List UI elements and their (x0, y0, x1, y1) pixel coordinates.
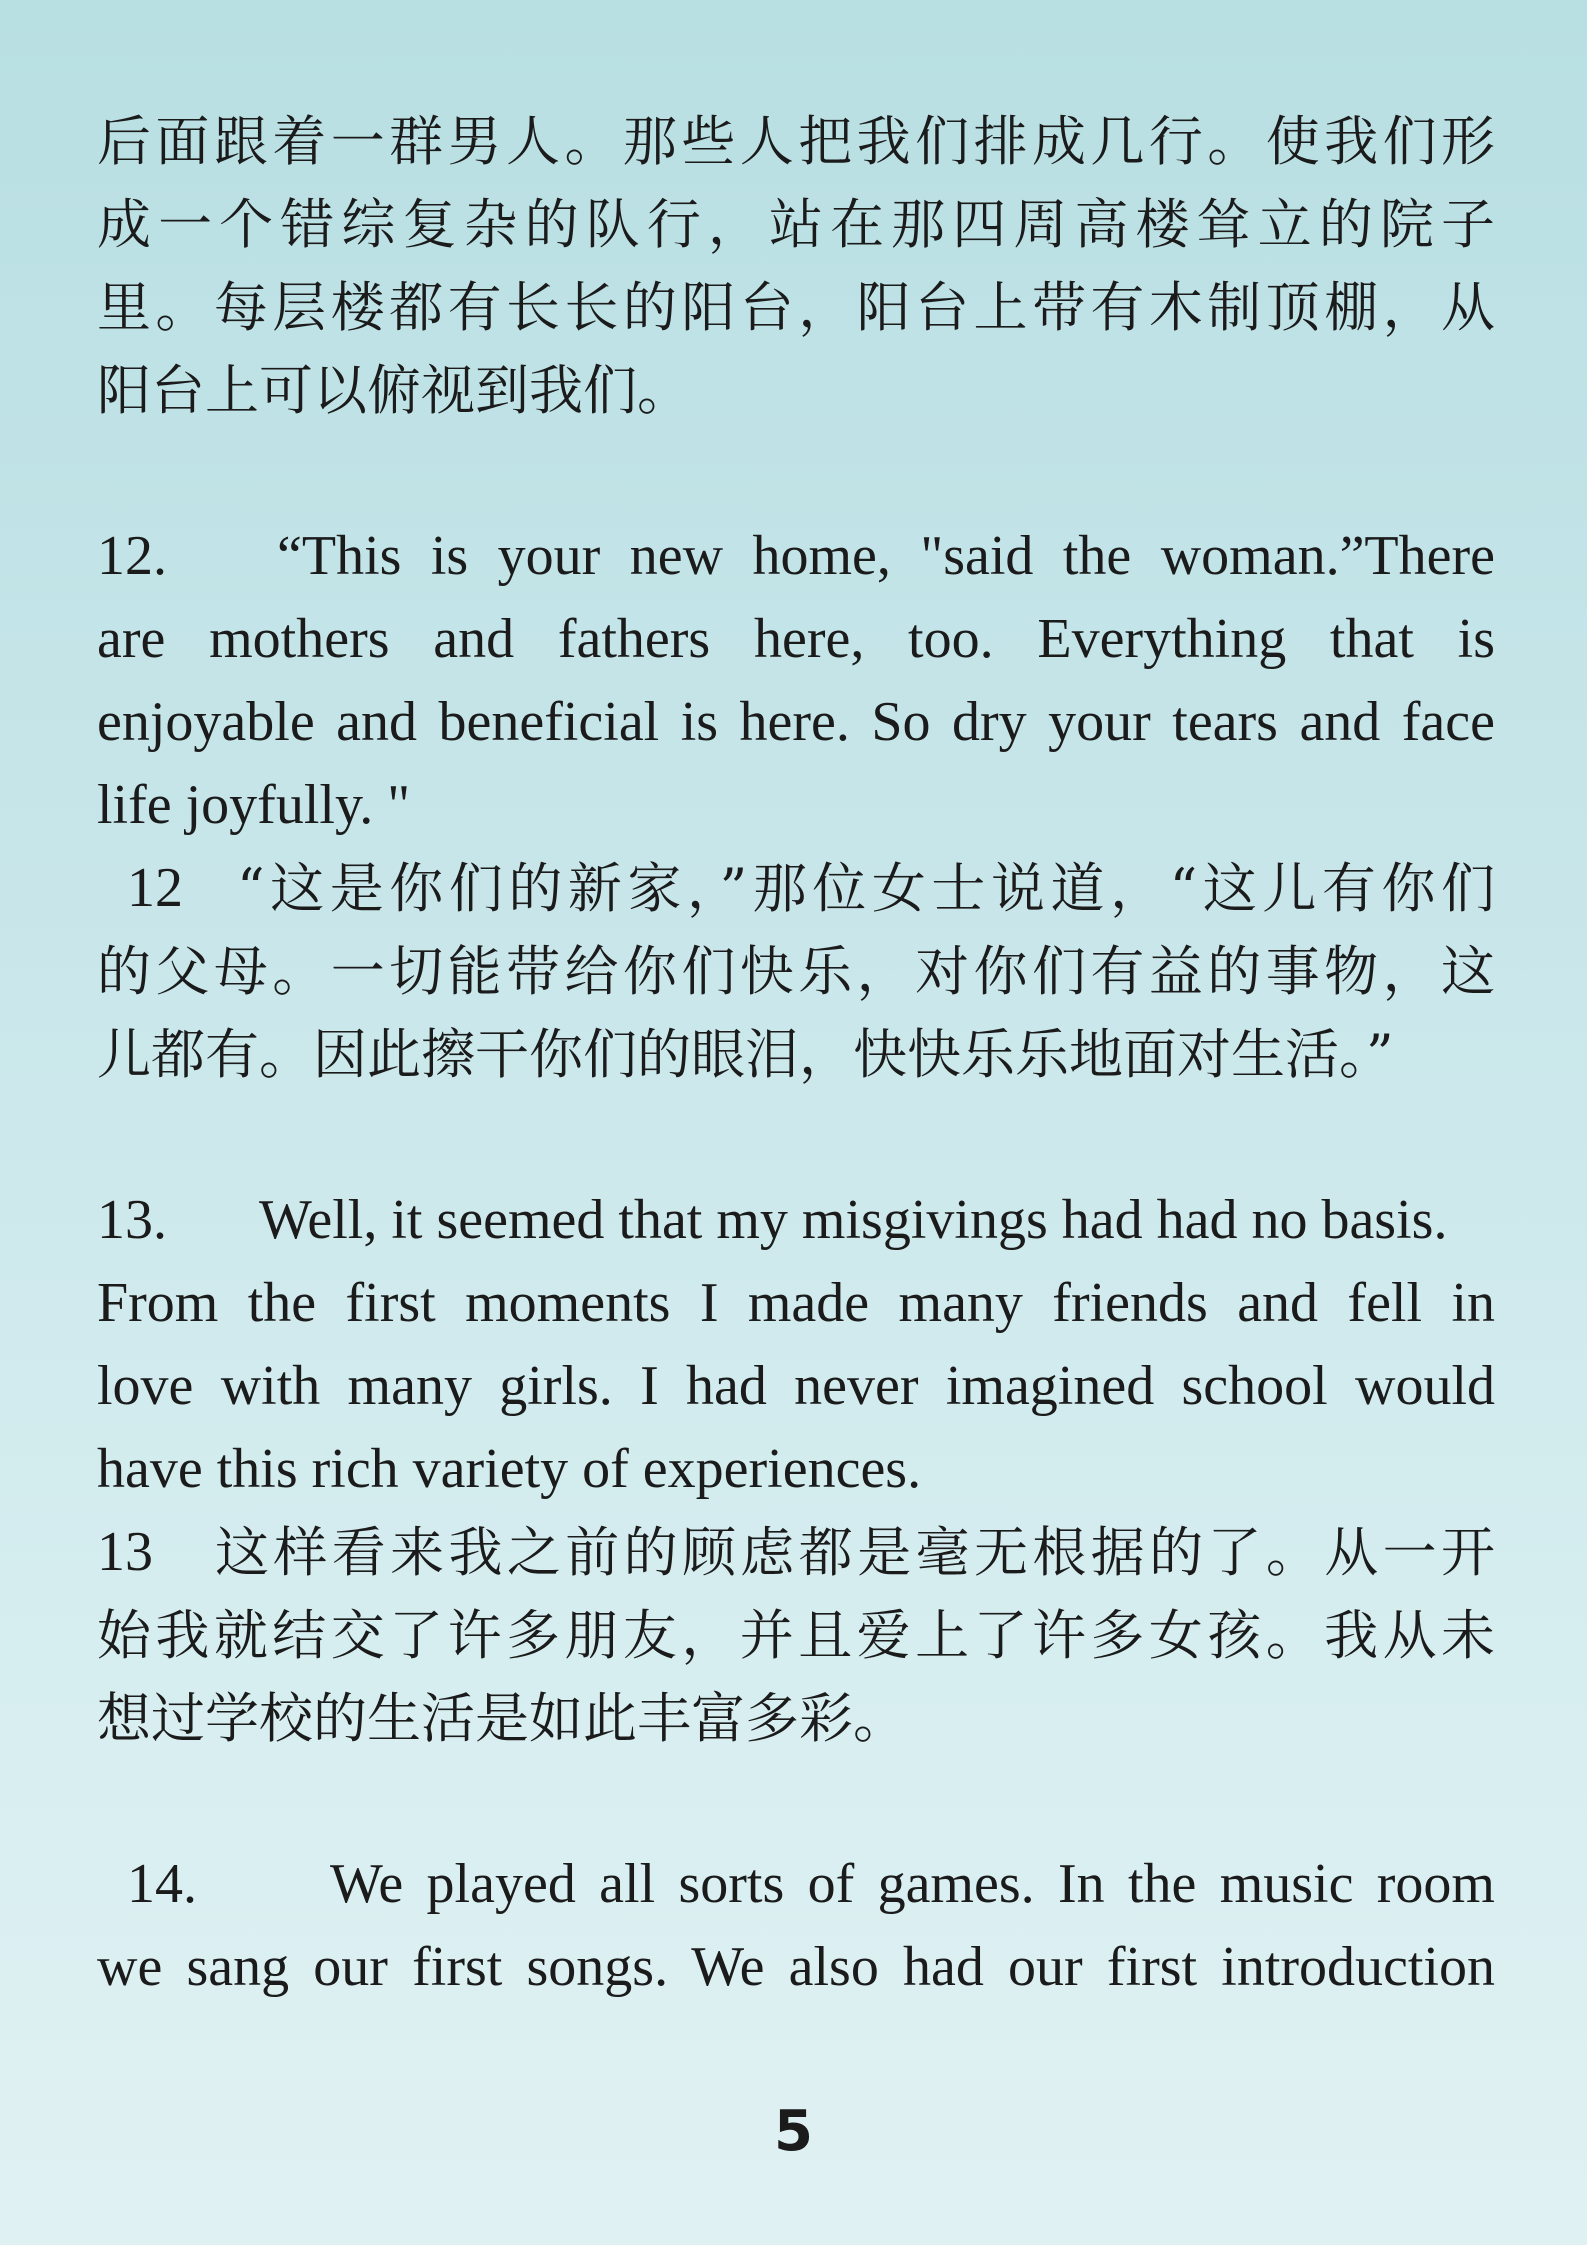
paragraph-13-chinese (97, 1511, 1495, 1760)
text-line: 里。每层楼都有长长的阳台，阳台上带有木制顶棚，从 (97, 276, 1495, 339)
text-line-content: “This is your new home, "said the woman.”There (277, 525, 1495, 587)
text-line (97, 515, 1495, 598)
text-line: have this rich variety of experiences. (97, 1438, 922, 1500)
text-line-content: Well, it seemed that my misgivings had had no basis. (259, 1189, 1448, 1251)
text-line (97, 1179, 1495, 1262)
paragraph-spacer (97, 432, 1495, 515)
text-line-content: “这是你们的新家，”那位女士说道，“这儿有你们 (237, 857, 1495, 920)
text-line: 阳台上可以俯视到我们。 (97, 359, 691, 422)
paragraph-12-english (97, 515, 1495, 847)
text-line: 想过学校的生活是如此丰富多彩。 (97, 1687, 907, 1750)
page-number: 5 (774, 2099, 813, 2164)
text-line: 始我就结交了许多朋友，并且爱上了许多女孩。我从未 (97, 1604, 1495, 1667)
document-page (97, 100, 1495, 2009)
paragraph-13-english (97, 1179, 1495, 1511)
text-line: 成一个错综复杂的队行，站在那四周高楼耸立的院子 (97, 193, 1495, 256)
paragraph-12-chinese (97, 847, 1495, 1096)
text-line (97, 1511, 1495, 1594)
text-line: 儿都有。因此擦干你们的眼泪，快快乐乐地面对生活。” (97, 1023, 1394, 1086)
paragraph-number: 13 (97, 1521, 153, 1583)
text-line: From the first moments I made many friends and fell in (97, 1272, 1495, 1334)
text-line: 后面跟着一群男人。那些人把我们排成几行。使我们形 (97, 110, 1495, 173)
text-line: 的父母。一切能带给你们快乐，对你们有益的事物，这 (97, 940, 1495, 1003)
text-line: life joyfully. " (97, 774, 411, 836)
text-line: we sang our first songs. We also had our first introduction (97, 1936, 1495, 1998)
paragraph-number: 13. (97, 1189, 167, 1251)
paragraph-14-english (97, 1843, 1495, 2009)
text-line (97, 847, 1495, 930)
paragraph-number: 12. (97, 525, 167, 587)
paragraph-number: 12 (127, 857, 183, 919)
text-line: love with many girls. I had never imagined school would (97, 1355, 1495, 1417)
text-line (97, 1843, 1495, 1926)
paragraph-number: 14. (127, 1853, 197, 1915)
text-line: are mothers and fathers here, too. Everything that is (97, 608, 1495, 670)
paragraph-spacer (97, 1096, 1495, 1179)
text-line-content: We played all sorts of games. In the music room (330, 1853, 1495, 1915)
paragraph-spacer (97, 1760, 1495, 1843)
text-line-content: 这样看来我之前的顾虑都是毫无根据的了。从一开 (215, 1521, 1495, 1584)
text-line: enjoyable and beneficial is here. So dry your tears and face (97, 691, 1495, 753)
paragraph-11-chinese (97, 100, 1495, 432)
